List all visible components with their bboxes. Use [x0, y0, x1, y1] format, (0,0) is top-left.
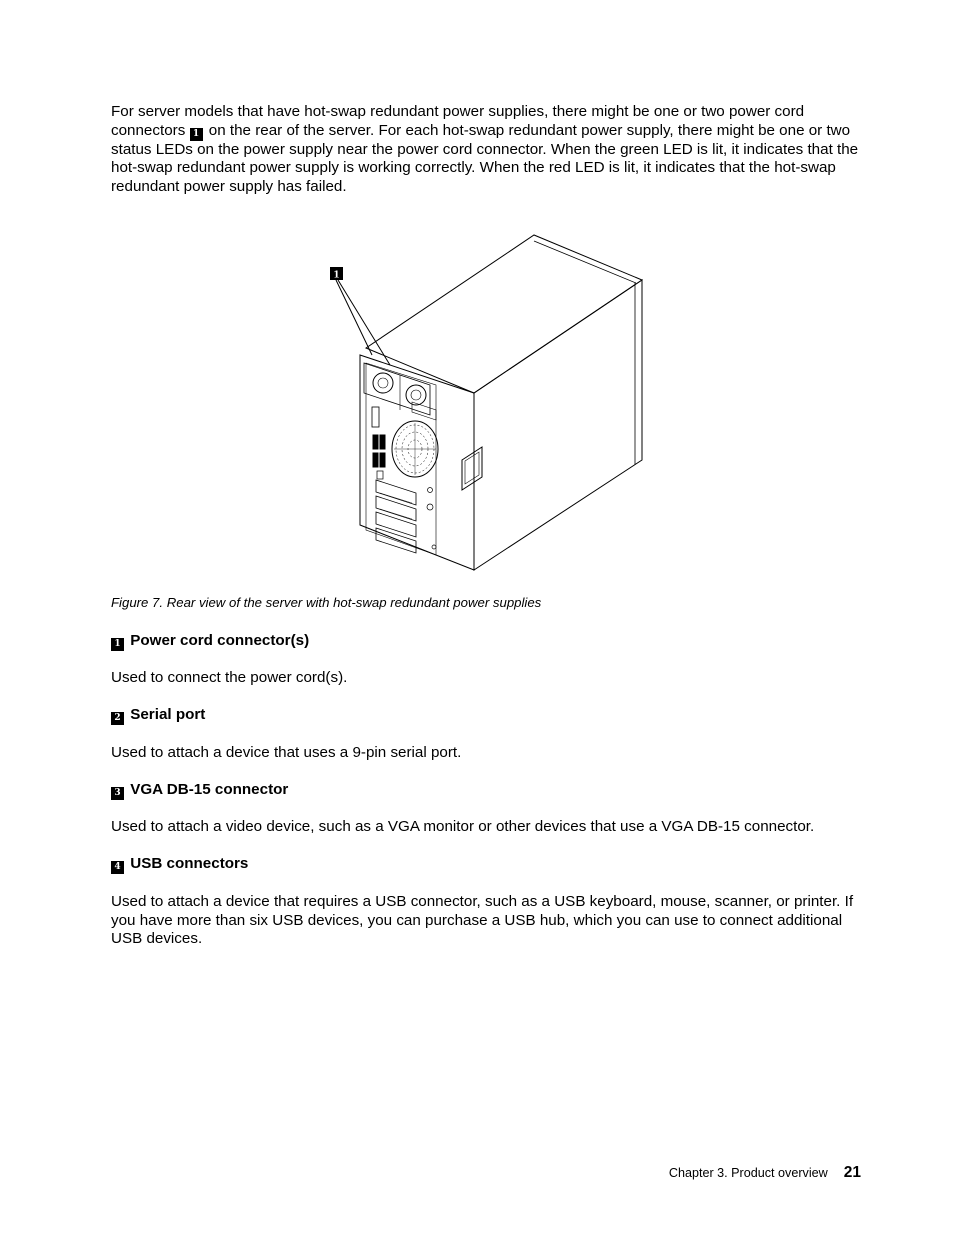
- section-heading-3: [111, 781, 288, 800]
- server-rear-illustration: [320, 225, 660, 585]
- section-badge: 2: [111, 712, 124, 725]
- section-title: Serial port: [130, 706, 206, 723]
- intro-text-after: on the rear of the server. For each hot-swap redundant power supply, there might be one or two status LEDs on the power supply near the power cord connector. When the green LED is lit, it indicates that the hot-swap redundant power supply is working correctly. When the red LED is lit, it indicates that the hot-swap redundant power supply has failed.: [111, 121, 859, 195]
- leader-line: [336, 280, 372, 355]
- fan-grille: [392, 421, 438, 477]
- section-title: VGA DB-15 connector: [130, 781, 289, 798]
- leader-line: [338, 280, 390, 365]
- page-number: 21: [843, 1164, 861, 1181]
- section-body-4: Used to attach a device that requires a USB connector, such as a USB keyboard, mouse, scanner, or printer. If you have more than six USB devices, you can purchase a USB hub, which you can use to connect additional USB devices.: [111, 893, 854, 948]
- section-badge: 4: [111, 861, 124, 874]
- section-body-3: Used to attach a video device, such as a VGA monitor or other devices that use a VGA DB-15 connector.: [111, 818, 815, 835]
- section-title: Power cord connector(s): [130, 632, 310, 649]
- chassis-side: [474, 280, 642, 570]
- chassis-top: [366, 235, 642, 393]
- section-heading-2: [111, 706, 205, 725]
- expansion-slots: [376, 480, 416, 553]
- section-badge: 1: [111, 638, 124, 651]
- callout-badge-1: 1: [190, 128, 203, 141]
- io-ports: [372, 407, 385, 479]
- figure-caption: Figure 7. Rear view of the server with hot-swap redundant power supplies: [111, 595, 542, 610]
- section-title: USB connectors: [130, 855, 249, 872]
- intro-paragraph: [111, 103, 871, 196]
- power-supply-units: [364, 363, 436, 420]
- figure-callout-number: 1: [333, 270, 340, 281]
- page-footer: [669, 1164, 861, 1182]
- section-body-1: Used to connect the power cord(s).: [111, 669, 348, 686]
- intro-text-before: For server models that have hot-swap redundant power supplies, there might be one or two power cord connectors: [111, 103, 805, 139]
- section-body-2: Used to attach a device that uses a 9-pin serial port.: [111, 744, 462, 761]
- section-heading-1: [111, 632, 309, 651]
- section-badge: 3: [111, 787, 124, 800]
- section-heading-4: [111, 855, 248, 874]
- footer-chapter: Chapter 3. Product overview: [668, 1166, 828, 1180]
